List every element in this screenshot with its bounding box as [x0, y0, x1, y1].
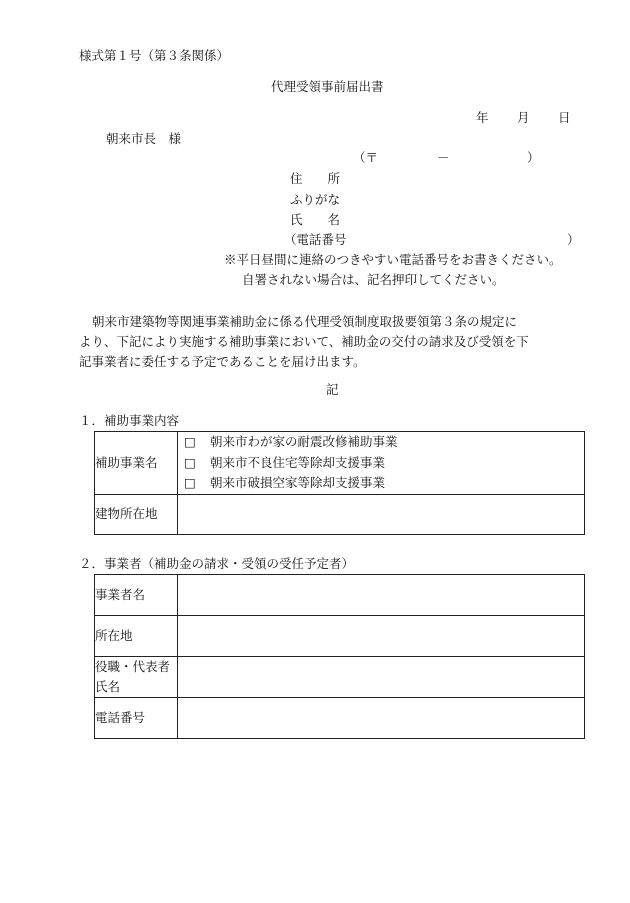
business-address-field[interactable] — [178, 616, 585, 657]
phone-label: （電話番号 — [284, 232, 347, 247]
representative-field[interactable] — [178, 657, 585, 698]
contractor-row — [95, 575, 585, 616]
section2-heading: ２．事業者（補助金の請求・受領の受任予定者） — [79, 556, 355, 571]
date-year-label: 年 — [476, 110, 489, 125]
business-phone-field[interactable] — [178, 698, 585, 739]
seal-note: 自署されない場合は、記名押印してください。 — [242, 272, 505, 287]
form-number: 様式第１号（第３条関係） — [79, 48, 230, 63]
checkbox-icon[interactable]: □ — [184, 454, 196, 470]
checkbox-icon[interactable]: □ — [184, 434, 196, 449]
date-day-label: 日 — [558, 110, 571, 125]
name-label: 氏 名 — [290, 212, 341, 227]
project-table — [94, 431, 585, 535]
document-title: 代理受領事前届出書 — [271, 79, 384, 94]
business-name-label: 事業者名 — [95, 575, 178, 616]
business-address-label: 所在地 — [95, 616, 178, 657]
project-option-label: 朝来市不良住宅等除却支援事業 — [210, 454, 386, 470]
body-line-1: 朝来市建築物等関連事業補助金に係る代理受領制度取扱要領第３条の規定に — [92, 314, 518, 329]
business-name-field[interactable] — [178, 575, 585, 616]
ki-label: 記 — [326, 382, 339, 397]
business-phone-label: 電話番号 — [95, 698, 178, 739]
contractor-row — [95, 616, 585, 657]
contractor-table — [94, 574, 585, 739]
body-line-2: より、下記により実施する補助事業において、補助金の交付の請求及び受領を下 — [79, 334, 529, 349]
building-location-label: 建物所在地 — [95, 494, 178, 534]
phone-close: ） — [567, 232, 580, 247]
addressee: 朝来市長 様 — [106, 131, 182, 146]
postal-close: ） — [527, 150, 540, 165]
section1-heading: １．補助事業内容 — [79, 413, 180, 428]
phone-note: ※平日昼間に連絡のつきやすい電話番号をお書きください。 — [224, 252, 562, 267]
project-option-label: 朝来市わが家の耐震改修補助事業 — [210, 434, 398, 449]
project-option — [178, 432, 584, 453]
project-options-cell — [178, 432, 585, 495]
representative-label — [95, 657, 178, 698]
building-location-field[interactable] — [178, 494, 585, 534]
project-option — [178, 473, 584, 494]
project-name-label: 補助事業名 — [95, 432, 178, 495]
furigana-label: ふりがな — [290, 192, 341, 207]
body-line-3: 記事業者に委任する予定であることを届け出ます。 — [79, 354, 366, 369]
date-month-label: 月 — [517, 110, 530, 125]
contractor-row — [95, 657, 585, 698]
project-name-row — [95, 432, 585, 495]
building-location-row — [95, 494, 585, 534]
project-option-label: 朝来市破損空家等除却支援事業 — [210, 475, 386, 490]
contractor-row — [95, 698, 585, 739]
address-label: 住 所 — [290, 171, 341, 186]
project-option — [178, 453, 584, 474]
postal-open: （〒 — [353, 150, 379, 165]
representative-label-line2: 氏名 — [95, 679, 121, 694]
representative-label-line1: 役職・代表者 — [95, 659, 171, 674]
postal-dash: － — [437, 150, 450, 165]
checkbox-icon[interactable]: □ — [184, 475, 196, 490]
